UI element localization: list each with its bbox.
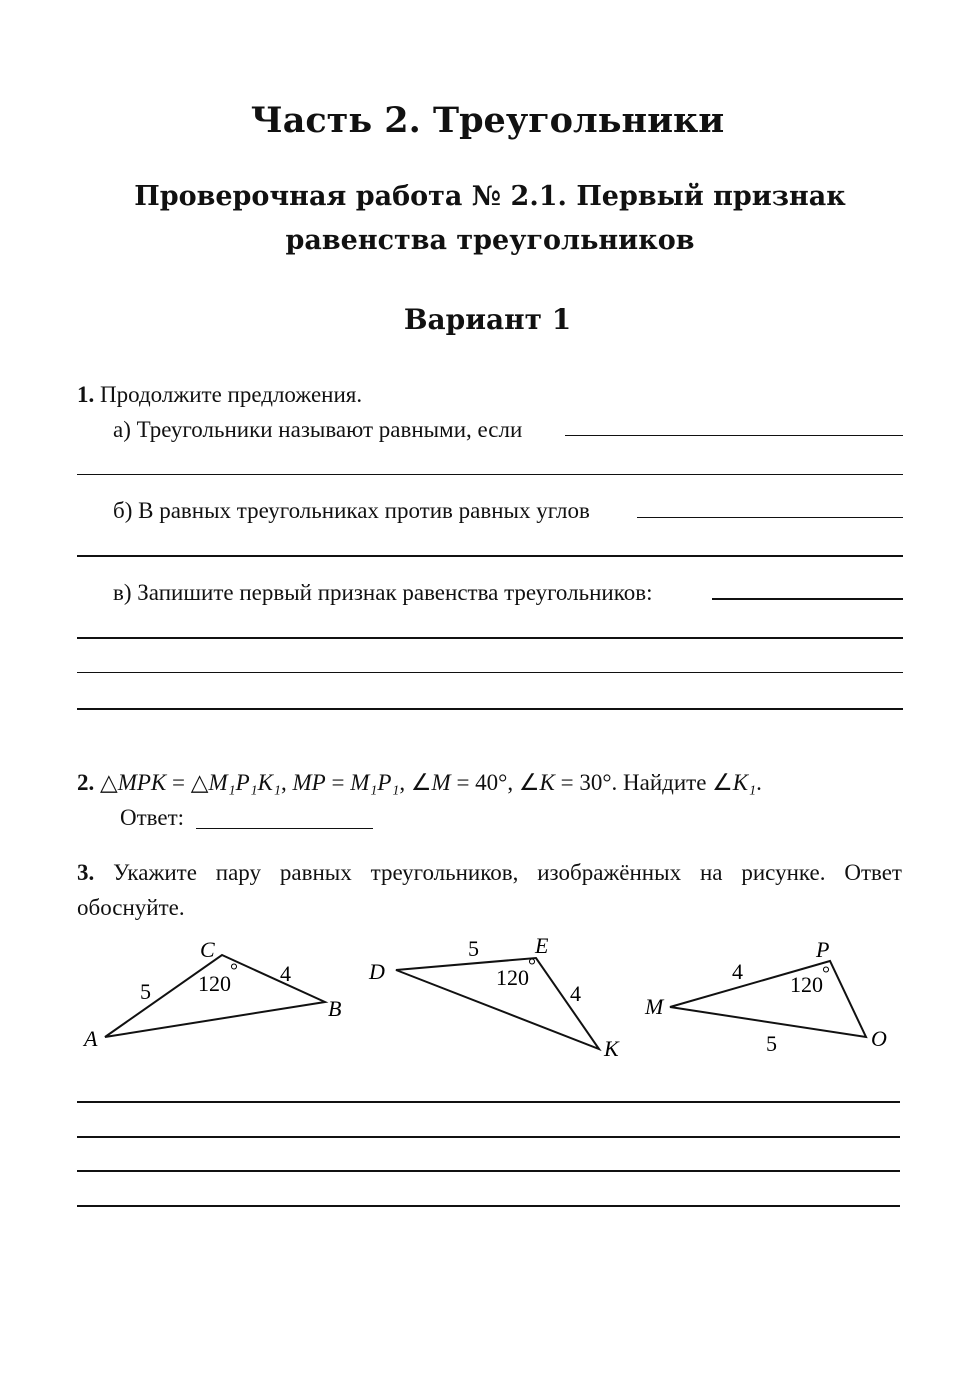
degree-mark: ° [528, 955, 536, 977]
answer-line[interactable] [77, 474, 903, 475]
question-text: Укажите пару равных треугольников, изображённых на рисунке. Ответ обоснуйте. [77, 860, 902, 920]
question-3 [77, 855, 902, 925]
side-length: 5 [766, 1031, 777, 1056]
answer-line[interactable] [77, 1170, 900, 1172]
angle-symbol: ∠ [518, 770, 540, 795]
side-length: 5 [140, 979, 151, 1004]
angle-symbol: ∠ [712, 770, 733, 795]
question-2 [77, 768, 762, 798]
answer-line[interactable] [77, 1136, 900, 1138]
question-number: 2. [77, 770, 95, 795]
question-number: 1. [77, 382, 95, 407]
angle-value: 120 [496, 965, 529, 990]
punctuation: , [399, 770, 406, 795]
triangle-name: MPK [117, 770, 167, 795]
q1-item-a: а) Треугольники называют равными, если [113, 417, 523, 442]
side-length: 4 [280, 961, 291, 986]
answer-line[interactable] [712, 598, 903, 600]
angle-value: 120 [198, 971, 231, 996]
angle-value: 120 [790, 972, 823, 997]
answer-line[interactable] [637, 517, 903, 518]
vertex-label: K [604, 1036, 619, 1061]
triangle-symbol: △ [190, 770, 209, 795]
angle-value: = 30°. [560, 770, 618, 795]
triangles-figure [0, 925, 975, 1075]
answer-line[interactable] [77, 1101, 900, 1103]
question-number: 3. [77, 860, 95, 885]
triangle-acb [82, 937, 341, 1051]
vertex-label: O [871, 1026, 887, 1051]
vertex-label: E [535, 933, 549, 958]
equals-sign: = [331, 770, 345, 795]
punctuation: , [281, 770, 287, 795]
triangle-dek [368, 933, 620, 1061]
degree-mark: ° [822, 963, 830, 985]
side-length: 4 [732, 959, 743, 984]
vertex-label: D [369, 959, 385, 984]
answer-line[interactable] [77, 1205, 900, 1207]
find-word: Найдите [623, 770, 707, 795]
angle-vertex: K₁ [732, 770, 757, 795]
vertex-label: A [84, 1026, 98, 1051]
segment-name: MP [292, 770, 326, 795]
side-length: 5 [468, 936, 479, 961]
vertex-label: B [328, 996, 342, 1021]
part-title: Часть 2. Треугольники [250, 100, 725, 141]
question-1 [77, 380, 362, 410]
triangle-symbol: △ [100, 770, 118, 795]
answer-line[interactable] [77, 708, 903, 710]
answer-line[interactable] [565, 435, 903, 436]
q1-item-c: в) Запишите первый признак равенства треугольников: [113, 580, 653, 605]
triangle-outline [670, 961, 866, 1037]
angle-symbol: ∠ [410, 770, 432, 795]
triangle-mpo [644, 937, 887, 1056]
work-title: Проверочная работа № 2.1. Первый признак равенства треугольников [134, 181, 846, 256]
vertex-label: C [200, 937, 215, 962]
triangle-name: M₁P₁K₁ [208, 770, 281, 795]
angle-vertex: M [431, 770, 451, 795]
vertex-label: P [816, 937, 830, 962]
degree-mark: ° [230, 960, 238, 982]
vertex-label: M [645, 994, 664, 1019]
variant-heading: Вариант 1 [403, 303, 572, 336]
answer-line[interactable] [77, 672, 903, 673]
q1-item-b: б) В равных треугольниках против равных углов [113, 498, 590, 523]
answer-label: Ответ: [120, 805, 185, 830]
triangle-outline [105, 955, 325, 1037]
answer-line[interactable] [196, 828, 373, 829]
answer-line[interactable] [77, 555, 903, 557]
answer-line[interactable] [77, 637, 903, 639]
question-text: Продолжите предложения. [100, 382, 363, 407]
equals-sign: = [172, 770, 185, 795]
angle-value: = 40°, [456, 770, 514, 795]
angle-vertex: K [539, 770, 555, 795]
side-length: 4 [570, 981, 581, 1006]
punctuation: . [756, 770, 762, 795]
segment-name: M₁P₁ [350, 770, 400, 795]
